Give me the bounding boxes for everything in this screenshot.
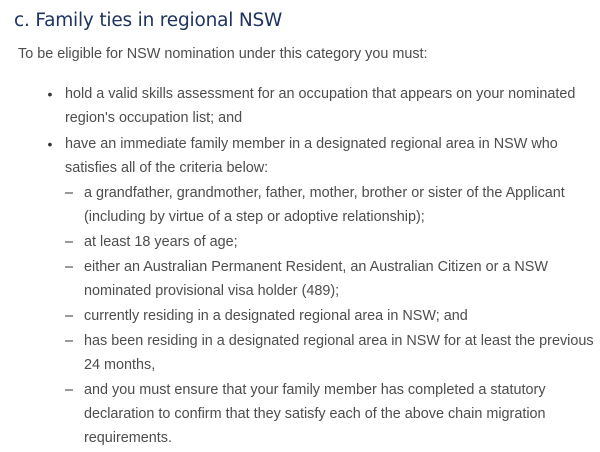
- eligibility-list: [14, 82, 594, 450]
- criteria-item-text: a grandfather, grandmother, father, mother, brother or sister of the Applicant (including by virtue of a step or adoptive relationship);: [84, 185, 565, 225]
- criteria-item: [65, 378, 594, 450]
- criteria-item-text: has been residing in a designated regional area in NSW for at least the previous 24 months,: [84, 333, 594, 373]
- dash-icon: –: [65, 333, 74, 349]
- bullet-icon: •: [47, 86, 53, 102]
- criteria-item-text: and you must ensure that your family member has completed a statutory declaration to confirm that they satisfy each of the above chain migration requirements.: [84, 382, 546, 446]
- section-heading: c. Family ties in regional NSW: [14, 10, 283, 31]
- criteria-item: [65, 255, 594, 303]
- list-item: [14, 82, 594, 130]
- list-item: [14, 132, 594, 450]
- criteria-item-text: currently residing in a designated regional area in NSW; and: [84, 308, 468, 324]
- list-item-text: hold a valid skills assessment for an occupation that appears on your nominated region's occupation list; and: [65, 86, 576, 126]
- criteria-item: [65, 230, 594, 254]
- dash-icon: –: [65, 185, 74, 201]
- bullet-icon: •: [47, 136, 53, 152]
- criteria-item-text: at least 18 years of age;: [84, 234, 238, 250]
- dash-icon: –: [65, 382, 74, 398]
- criteria-item: [65, 181, 594, 229]
- dash-icon: –: [65, 259, 74, 275]
- dash-icon: –: [65, 308, 74, 324]
- criteria-item-text: either an Australian Permanent Resident, an Australian Citizen or a NSW nominated provisional visa holder (489);: [84, 259, 548, 299]
- content-section: [14, 8, 594, 452]
- dash-icon: –: [65, 234, 74, 250]
- criteria-item: [65, 329, 594, 377]
- criteria-item: [65, 304, 594, 328]
- intro-text: To be eligible for NSW nomination under this category you must:: [18, 46, 428, 62]
- criteria-list: [65, 181, 594, 450]
- list-item-text: have an immediate family member in a designated regional area in NSW who satisfies all of the criteria below:: [65, 136, 558, 176]
